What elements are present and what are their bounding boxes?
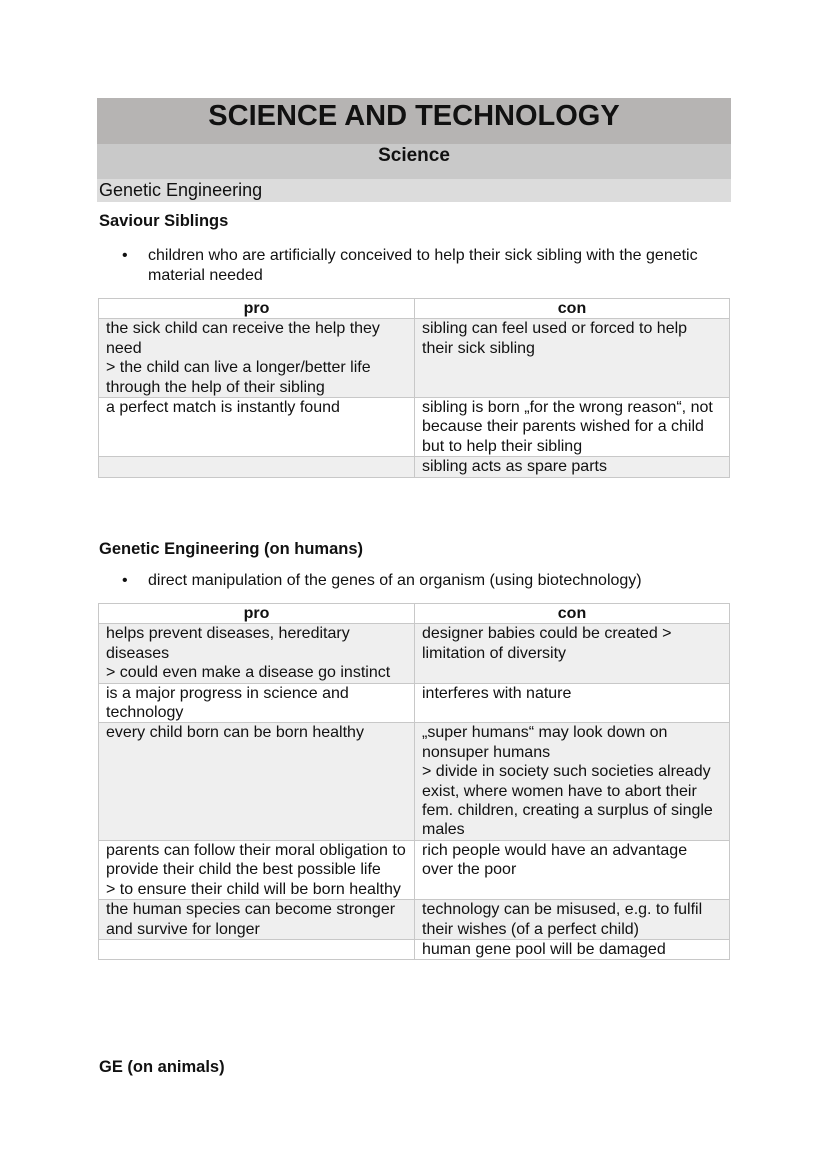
pro-text: a perfect match is instantly found bbox=[106, 399, 340, 417]
section-heading-ge-humans: Genetic Engineering (on humans) bbox=[99, 540, 364, 558]
con-text: interferes with nature bbox=[422, 684, 572, 702]
column-header-pro: pro bbox=[99, 604, 415, 624]
column-header-pro: pro bbox=[99, 299, 415, 319]
con-text: rich people would have an advantage over the poor bbox=[422, 841, 688, 879]
pro-cell bbox=[99, 840, 415, 899]
pro-text: > the child can live a longer/better life through the help of their sibling bbox=[106, 359, 371, 396]
bullet-icon: • bbox=[122, 247, 128, 264]
table-row bbox=[99, 624, 730, 683]
con-cell bbox=[415, 840, 730, 899]
con-cell bbox=[415, 319, 730, 398]
con-text: sibling can feel used or forced to help their sick sibling bbox=[422, 320, 688, 357]
pro-text: every child born can be born healthy bbox=[106, 724, 364, 742]
bullet-item bbox=[122, 571, 732, 591]
pro-cell bbox=[99, 723, 415, 840]
topic-heading: Genetic Engineering bbox=[97, 179, 731, 202]
table-row bbox=[99, 683, 730, 723]
con-cell bbox=[415, 723, 730, 840]
con-cell bbox=[415, 683, 730, 723]
section-heading-saviour-siblings: Saviour Siblings bbox=[99, 212, 229, 230]
con-cell bbox=[415, 939, 730, 959]
table-row bbox=[99, 457, 730, 477]
section-subtitle: Science bbox=[97, 144, 731, 179]
con-text: > divide in society such societies already exist, where women have to abort their fem. children, creating a surplus of single males bbox=[422, 763, 713, 839]
con-cell bbox=[415, 624, 730, 683]
pro-con-table-saviour-siblings bbox=[98, 298, 730, 478]
pro-cell bbox=[99, 900, 415, 940]
table-row bbox=[99, 319, 730, 398]
table-row bbox=[99, 840, 730, 899]
pro-text: > could even make a disease go instinct bbox=[106, 664, 391, 682]
con-cell bbox=[415, 457, 730, 477]
document-title: SCIENCE AND TECHNOLOGY bbox=[97, 98, 731, 144]
section-heading-ge-animals: GE (on animals) bbox=[99, 1058, 225, 1076]
pro-text: helps prevent diseases, hereditary diseases bbox=[106, 625, 350, 662]
con-text: technology can be misused, e.g. to fulfil their wishes (of a perfect child) bbox=[422, 901, 703, 938]
pro-text: parents can follow their moral obligation to provide their child the best possible life bbox=[106, 841, 406, 879]
pro-cell bbox=[99, 457, 415, 477]
pro-text: the sick child can receive the help they need bbox=[106, 320, 380, 357]
table-row bbox=[99, 398, 730, 457]
con-cell bbox=[415, 900, 730, 940]
bullet-icon: • bbox=[122, 572, 128, 589]
con-text: sibling acts as spare parts bbox=[422, 458, 607, 476]
con-text: designer babies could be created > limitation of diversity bbox=[422, 625, 672, 662]
pro-cell bbox=[99, 683, 415, 723]
bullet-text: children who are artificially conceived to help their sick sibling with the genetic material needed bbox=[148, 247, 698, 284]
column-header-con: con bbox=[415, 604, 730, 624]
pro-text: > to ensure their child will be born healthy bbox=[106, 880, 401, 898]
column-header-con: con bbox=[415, 299, 730, 319]
table-header-row bbox=[99, 299, 730, 319]
pro-cell bbox=[99, 319, 415, 398]
table-row bbox=[99, 900, 730, 940]
con-text: sibling is born „for the wrong reason“, not because their parents wished for a child but to help their sibling bbox=[422, 399, 713, 455]
con-text: „super humans“ may look down on nonsuper humans bbox=[422, 724, 668, 761]
table-row bbox=[99, 723, 730, 840]
bullet-text: direct manipulation of the genes of an organism (using biotechnology) bbox=[148, 572, 642, 589]
pro-con-table-ge-humans bbox=[98, 603, 730, 960]
table-header-row bbox=[99, 604, 730, 624]
pro-text: the human species can become stronger and survive for longer bbox=[106, 901, 396, 938]
pro-text: is a major progress in science and technology bbox=[106, 684, 349, 722]
pro-cell bbox=[99, 398, 415, 457]
pro-cell bbox=[99, 624, 415, 683]
pro-cell bbox=[99, 939, 415, 959]
bullet-item bbox=[122, 246, 732, 286]
table-row bbox=[99, 939, 730, 959]
con-text: human gene pool will be damaged bbox=[422, 940, 666, 958]
con-cell bbox=[415, 398, 730, 457]
